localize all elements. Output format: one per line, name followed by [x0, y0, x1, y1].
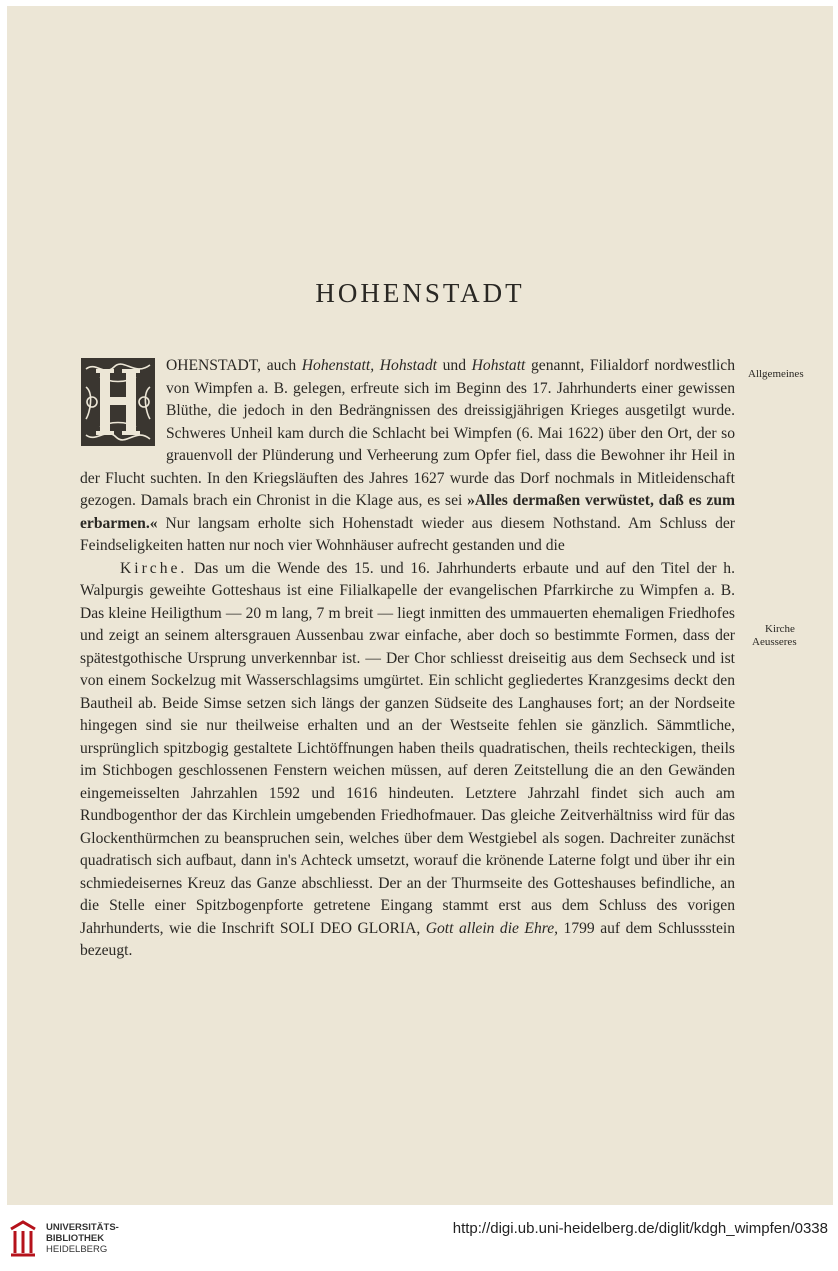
p1-alt-names: Hohenstatt, Hohstadt [301, 357, 437, 374]
p1-and: und [436, 357, 472, 374]
decorated-initial-h-icon [80, 357, 156, 447]
p2-end: 1799 auf dem Schlussstein bezeugt. [80, 919, 735, 959]
logo-text-line-3: HEIDELBERG [46, 1244, 108, 1255]
p1-text: genannt, Filialdorf nordwestlich von Wimpfen a. B. gelegen, erfreute sich im Beginn des 17. Jahrhunderts einer gewissen Blüthe, die jedoch in den Bedrängnissen des dreissigjährigen Krieges ausgetilgt wurde. Schweres Unheil kam durch die Schlacht bei Wimpfen (6. Mai 1622) über den Ort, der so grauenvoll der Plünderung und Verheerung zum Opfer fiel, dass die Bewohner ihr Heil in der Flucht suchten. In den Kriegsläuften des Jahres 1627 wurde das Dorf nochmals in Mitleidenschaft gezogen. Damals brach ein Chronist in die Klage aus, es sei [80, 357, 736, 509]
university-library-logo-icon [8, 1219, 38, 1259]
paragraph-kirche [80, 558, 735, 963]
margin-note-kirche: Kirche [765, 623, 795, 635]
margin-note-aeusseres: Aeusseres [752, 636, 797, 648]
footer-bar [0, 1205, 838, 1271]
source-url-link[interactable]: http://digi.ub.uni-heidelberg.de/diglit/kdgh_wimpfen/0338 [452, 1220, 828, 1237]
p1-lead: OHENSTADT, auch [166, 357, 302, 374]
logo-text-line-1: UNIVERSITÄTS- [46, 1222, 119, 1233]
p1-chronicle-quote: »Alles dermaßen verwüstet, daß es zum erbarmen.« [80, 492, 735, 532]
p2-lead: Kirche. [120, 559, 188, 577]
p1-rest: Nur langsam erholte sich Hohenstadt wieder aus diesem Nothstand. Am Schluss der Feindseligkeiten hatten nur noch vier Wohnhäuser aufrecht gestanden und die [80, 514, 735, 554]
margin-note-allgemeines: Allgemeines [748, 368, 804, 380]
p2-motto: Gott allein die Ehre, [425, 919, 559, 937]
page-title: HOHENSTADT [315, 278, 525, 308]
logo-text-line-2: BIBLIOTHEK [46, 1233, 105, 1244]
body-text [80, 355, 735, 963]
scanned-page [7, 6, 833, 1205]
p2-text: Das um die Wende des 15. und 16. Jahrhunderts erbaute und auf den Titel der h. Walpurgis geweihte Gotteshaus ist eine Filialkapelle der evangelischen Pfarrkirche zu Wimpfen a. B. Das kleine Heiligthum — 20 m lang, 7 m breit — liegt inmitten des ummauerten ehemaligen Friedhofes und zeigt an seinem altersgrauen Aussenbau zwar einfache, aber doch so bestimmte Formen, dass der spätestgothische Ursprung unverkennbar ist. — Der Chor schliesst dreiseitig aus dem Sechseck und ist von einem Sockelzug mit Wasserschlagsims umgürtet. Ein schlicht gegliedertes Kranzgesims deckt den Bautheil ab. Beide Simse setzen sich längs der ganzen Südseite des Langhauses fort; an der Nordseite hingegen sind sie nur theilweise erhalten und an der Westseite fehlen sie gänzlich. Sämmtliche, ursprünglich spitzbogig gestaltete Lichtöffnungen haben theils quadratischen, theils rechteckigen, theils im Stichbogen geschlossenen Fenstern weichen müssen, auf deren Zeitstellung die an den Gewänden eingemeisselten Jahrzahlen 1592 und 1616 hindeuten. Letztere Jahrzahl findet sich auch am Rundbogenthor der das Kirchlein umgebenden Friedhofmauer. Das gleiche Zeitverhältniss wird für das Glockenthürmchen zu beanspruchen sein, welches über dem Westgiebel als sogen. Dachreiter zunächst quadratisch sich aufbaut, dann in's Achteck umsetzt, worauf die krönende Laterne folgt und über ihr ein schmiedeisernes Kreuz das Ganze abschliesst. Der an der Thurmseite des Gotteshauses befindliche, an die Stelle einer Spitzbogenpforte getretene Eingang stammt erst aus dem Schluss des vorigen Jahrhunderts, wie die Inschrift SOLI DEO GLORIA, [80, 559, 735, 937]
p1-alt-name-2: Hohstatt [471, 357, 526, 374]
paragraph-allgemeines [80, 355, 735, 558]
